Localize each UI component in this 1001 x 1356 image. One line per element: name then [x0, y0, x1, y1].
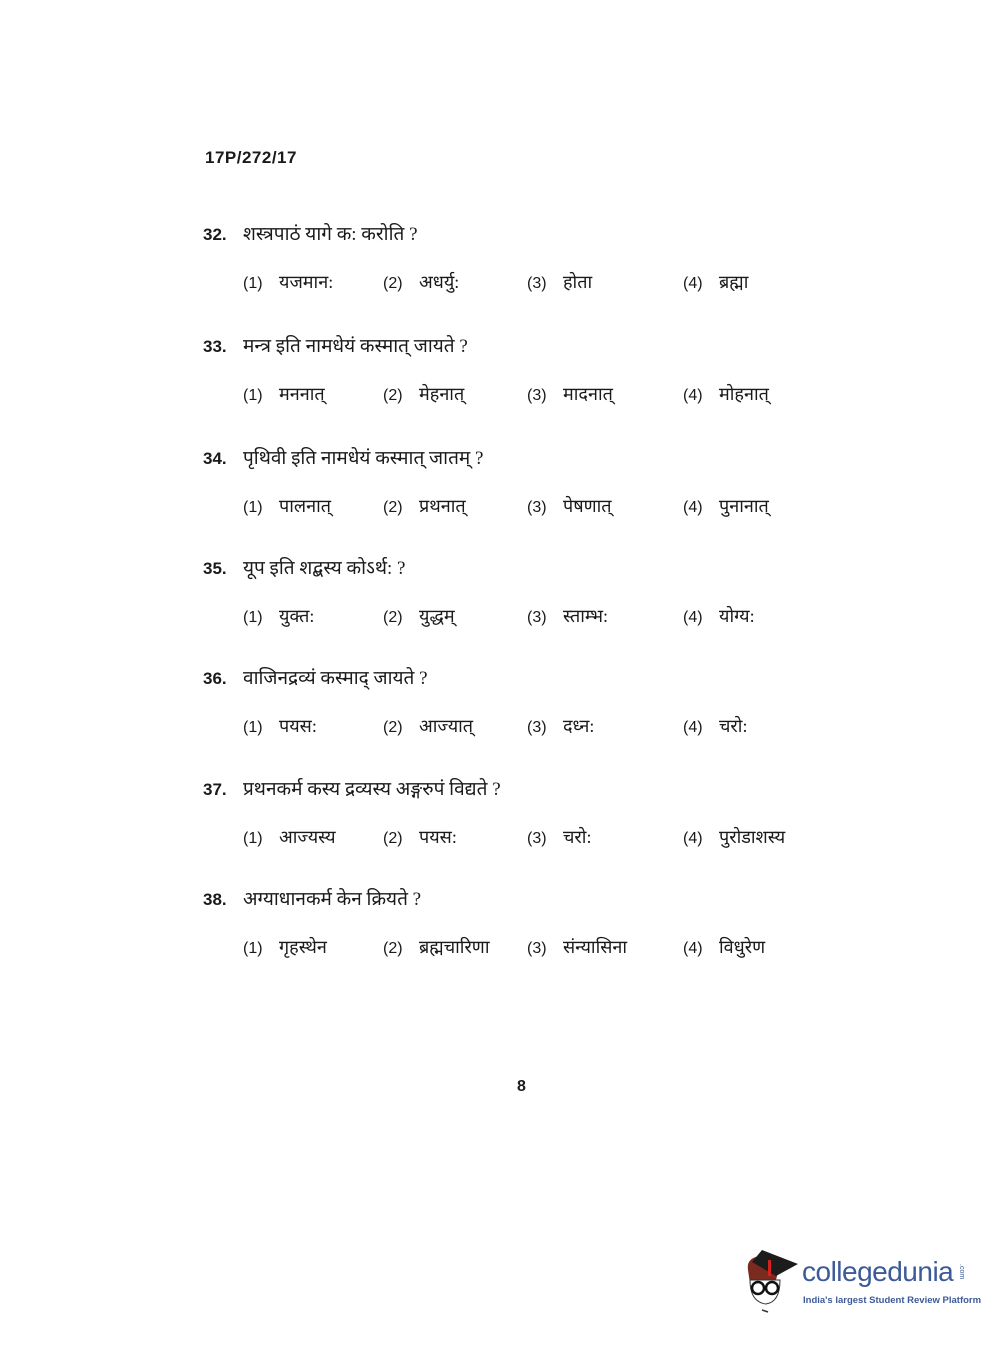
- option: [683, 604, 755, 628]
- option-text: युक्त:: [279, 606, 315, 626]
- option: [383, 825, 457, 849]
- question-line: [203, 664, 843, 690]
- option-number: (2): [383, 499, 403, 516]
- option-number: (4): [683, 719, 703, 736]
- question-text: पृथिवी इति नामधेयं कस्मात् जातम् ?: [243, 448, 484, 469]
- option-number: (4): [683, 387, 703, 404]
- option-text: पेषणात्: [563, 496, 612, 516]
- options-row: [203, 270, 843, 296]
- question-text: यूप इति शद्बस्य कोऽर्थ: ?: [243, 558, 406, 579]
- option-text: आज्यात्: [419, 716, 474, 736]
- question-text: शस्त्रपाठं यागे क: करोति ?: [243, 224, 418, 245]
- question-number: 38.: [203, 890, 227, 909]
- option-number: (2): [383, 387, 403, 404]
- option-number: (1): [243, 609, 263, 626]
- option-text: स्ताम्भ:: [563, 606, 608, 626]
- option-text: मननात्: [279, 384, 325, 404]
- logo-brand: collegedunia: [802, 1256, 954, 1287]
- question-number: 36.: [203, 669, 227, 688]
- option-text: होता: [563, 272, 593, 292]
- option-number: (1): [243, 387, 263, 404]
- option: [243, 935, 327, 959]
- option: [243, 604, 314, 628]
- option-number: (4): [683, 940, 703, 957]
- option: [527, 270, 592, 294]
- option-number: (3): [527, 940, 547, 957]
- option: [683, 935, 765, 959]
- page-number: 8: [517, 1078, 526, 1095]
- option-number: (1): [243, 830, 263, 847]
- option-number: (4): [683, 609, 703, 626]
- option: [527, 935, 627, 959]
- option-number: (2): [383, 830, 403, 847]
- option-number: (3): [527, 275, 547, 292]
- options-row: [203, 825, 843, 851]
- option-text: विधुरेण: [719, 937, 766, 957]
- paper-code: 17P/272/17: [205, 148, 297, 167]
- question-33: [203, 332, 843, 408]
- question-38: [203, 885, 843, 961]
- question-number: 32.: [203, 225, 227, 244]
- question-34: [203, 444, 843, 520]
- option: [383, 935, 490, 959]
- option-number: (3): [527, 609, 547, 626]
- option: [383, 494, 466, 518]
- question-32: [203, 220, 843, 296]
- option-number: (3): [527, 830, 547, 847]
- question-number: 35.: [203, 559, 227, 578]
- option-text: मादनात्: [563, 384, 613, 404]
- option: [527, 382, 613, 406]
- option: [683, 825, 785, 849]
- question-36: [203, 664, 843, 740]
- option-number: (4): [683, 275, 703, 292]
- option: [243, 382, 325, 406]
- option: [683, 382, 769, 406]
- option-text: ब्रह्मचारिणा: [419, 937, 490, 957]
- option: [683, 714, 747, 738]
- options-row: [203, 604, 843, 630]
- option: [683, 494, 769, 518]
- option-number: (2): [383, 609, 403, 626]
- question-line: [203, 444, 843, 470]
- option-text: चरो:: [563, 827, 592, 847]
- question-line: [203, 332, 843, 358]
- option-number: (2): [383, 940, 403, 957]
- option: [243, 494, 331, 518]
- option-text: योग्य:: [719, 606, 755, 626]
- option-text: अधर्यु:: [419, 272, 460, 292]
- option-text: गृहस्थेन: [279, 937, 327, 957]
- option-text: आज्यस्य: [279, 827, 336, 847]
- option-text: दध्न:: [563, 716, 595, 736]
- option-number: (2): [383, 719, 403, 736]
- question-text: वाजिनद्रव्यं कस्माद् जायते ?: [243, 668, 428, 689]
- option-number: (4): [683, 830, 703, 847]
- option-number: (1): [243, 940, 263, 957]
- question-line: [203, 885, 843, 911]
- question-text: प्रथनकर्म कस्य द्रव्यस्य अङ्गरुपं विद्यते ?: [243, 779, 501, 800]
- option-number: (3): [527, 387, 547, 404]
- option: [683, 270, 748, 294]
- option: [527, 604, 608, 628]
- option: [383, 270, 459, 294]
- question-text: मन्त्र इति नामधेयं कस्मात् जायते ?: [243, 336, 468, 357]
- logo-tagline: India's largest Student Review Platform: [803, 1295, 982, 1306]
- option: [243, 270, 333, 294]
- question-number: 34.: [203, 449, 227, 468]
- option-text: संन्यासिना: [563, 937, 628, 957]
- options-row: [203, 382, 843, 408]
- options-row: [203, 494, 843, 520]
- option-text: पुरोडाशस्य: [719, 827, 786, 847]
- question-35: [203, 554, 843, 630]
- option-text: पयस:: [419, 827, 457, 847]
- options-row: [203, 935, 843, 961]
- option-text: मोहनात्: [719, 384, 769, 404]
- option: [243, 714, 317, 738]
- question-line: [203, 554, 843, 580]
- option-text: प्रथनात्: [419, 496, 466, 516]
- option-number: (1): [243, 499, 263, 516]
- option: [383, 604, 455, 628]
- options-row: [203, 714, 843, 740]
- option-number: (1): [243, 719, 263, 736]
- option: [383, 382, 464, 406]
- option-text: ब्रह्मा: [719, 272, 749, 292]
- question-line: [203, 775, 843, 801]
- option: [527, 494, 612, 518]
- option-text: युद्धम्: [419, 606, 455, 626]
- question-text: अग्याधानकर्म केन क्रियते ?: [243, 889, 422, 910]
- question-line: [203, 220, 843, 246]
- option-number: (1): [243, 275, 263, 292]
- option-number: (3): [527, 499, 547, 516]
- mascot-icon: [740, 1250, 802, 1320]
- option-text: पुनानात्: [719, 496, 769, 516]
- option-text: मेहनात्: [419, 384, 465, 404]
- question-37: [203, 775, 843, 851]
- option-text: पयस:: [279, 716, 317, 736]
- option: [527, 714, 594, 738]
- option-text: चरो:: [719, 716, 748, 736]
- option: [243, 825, 336, 849]
- logo-suffix: .com: [958, 1264, 965, 1280]
- question-number: 33.: [203, 337, 227, 356]
- option-number: (3): [527, 719, 547, 736]
- option-number: (2): [383, 275, 403, 292]
- question-number: 37.: [203, 780, 227, 799]
- option-text: यजमान:: [279, 272, 334, 292]
- option: [383, 714, 473, 738]
- option: [527, 825, 591, 849]
- collegedunia-logo: [740, 1250, 982, 1320]
- option-number: (4): [683, 499, 703, 516]
- option-text: पालनात्: [279, 496, 332, 516]
